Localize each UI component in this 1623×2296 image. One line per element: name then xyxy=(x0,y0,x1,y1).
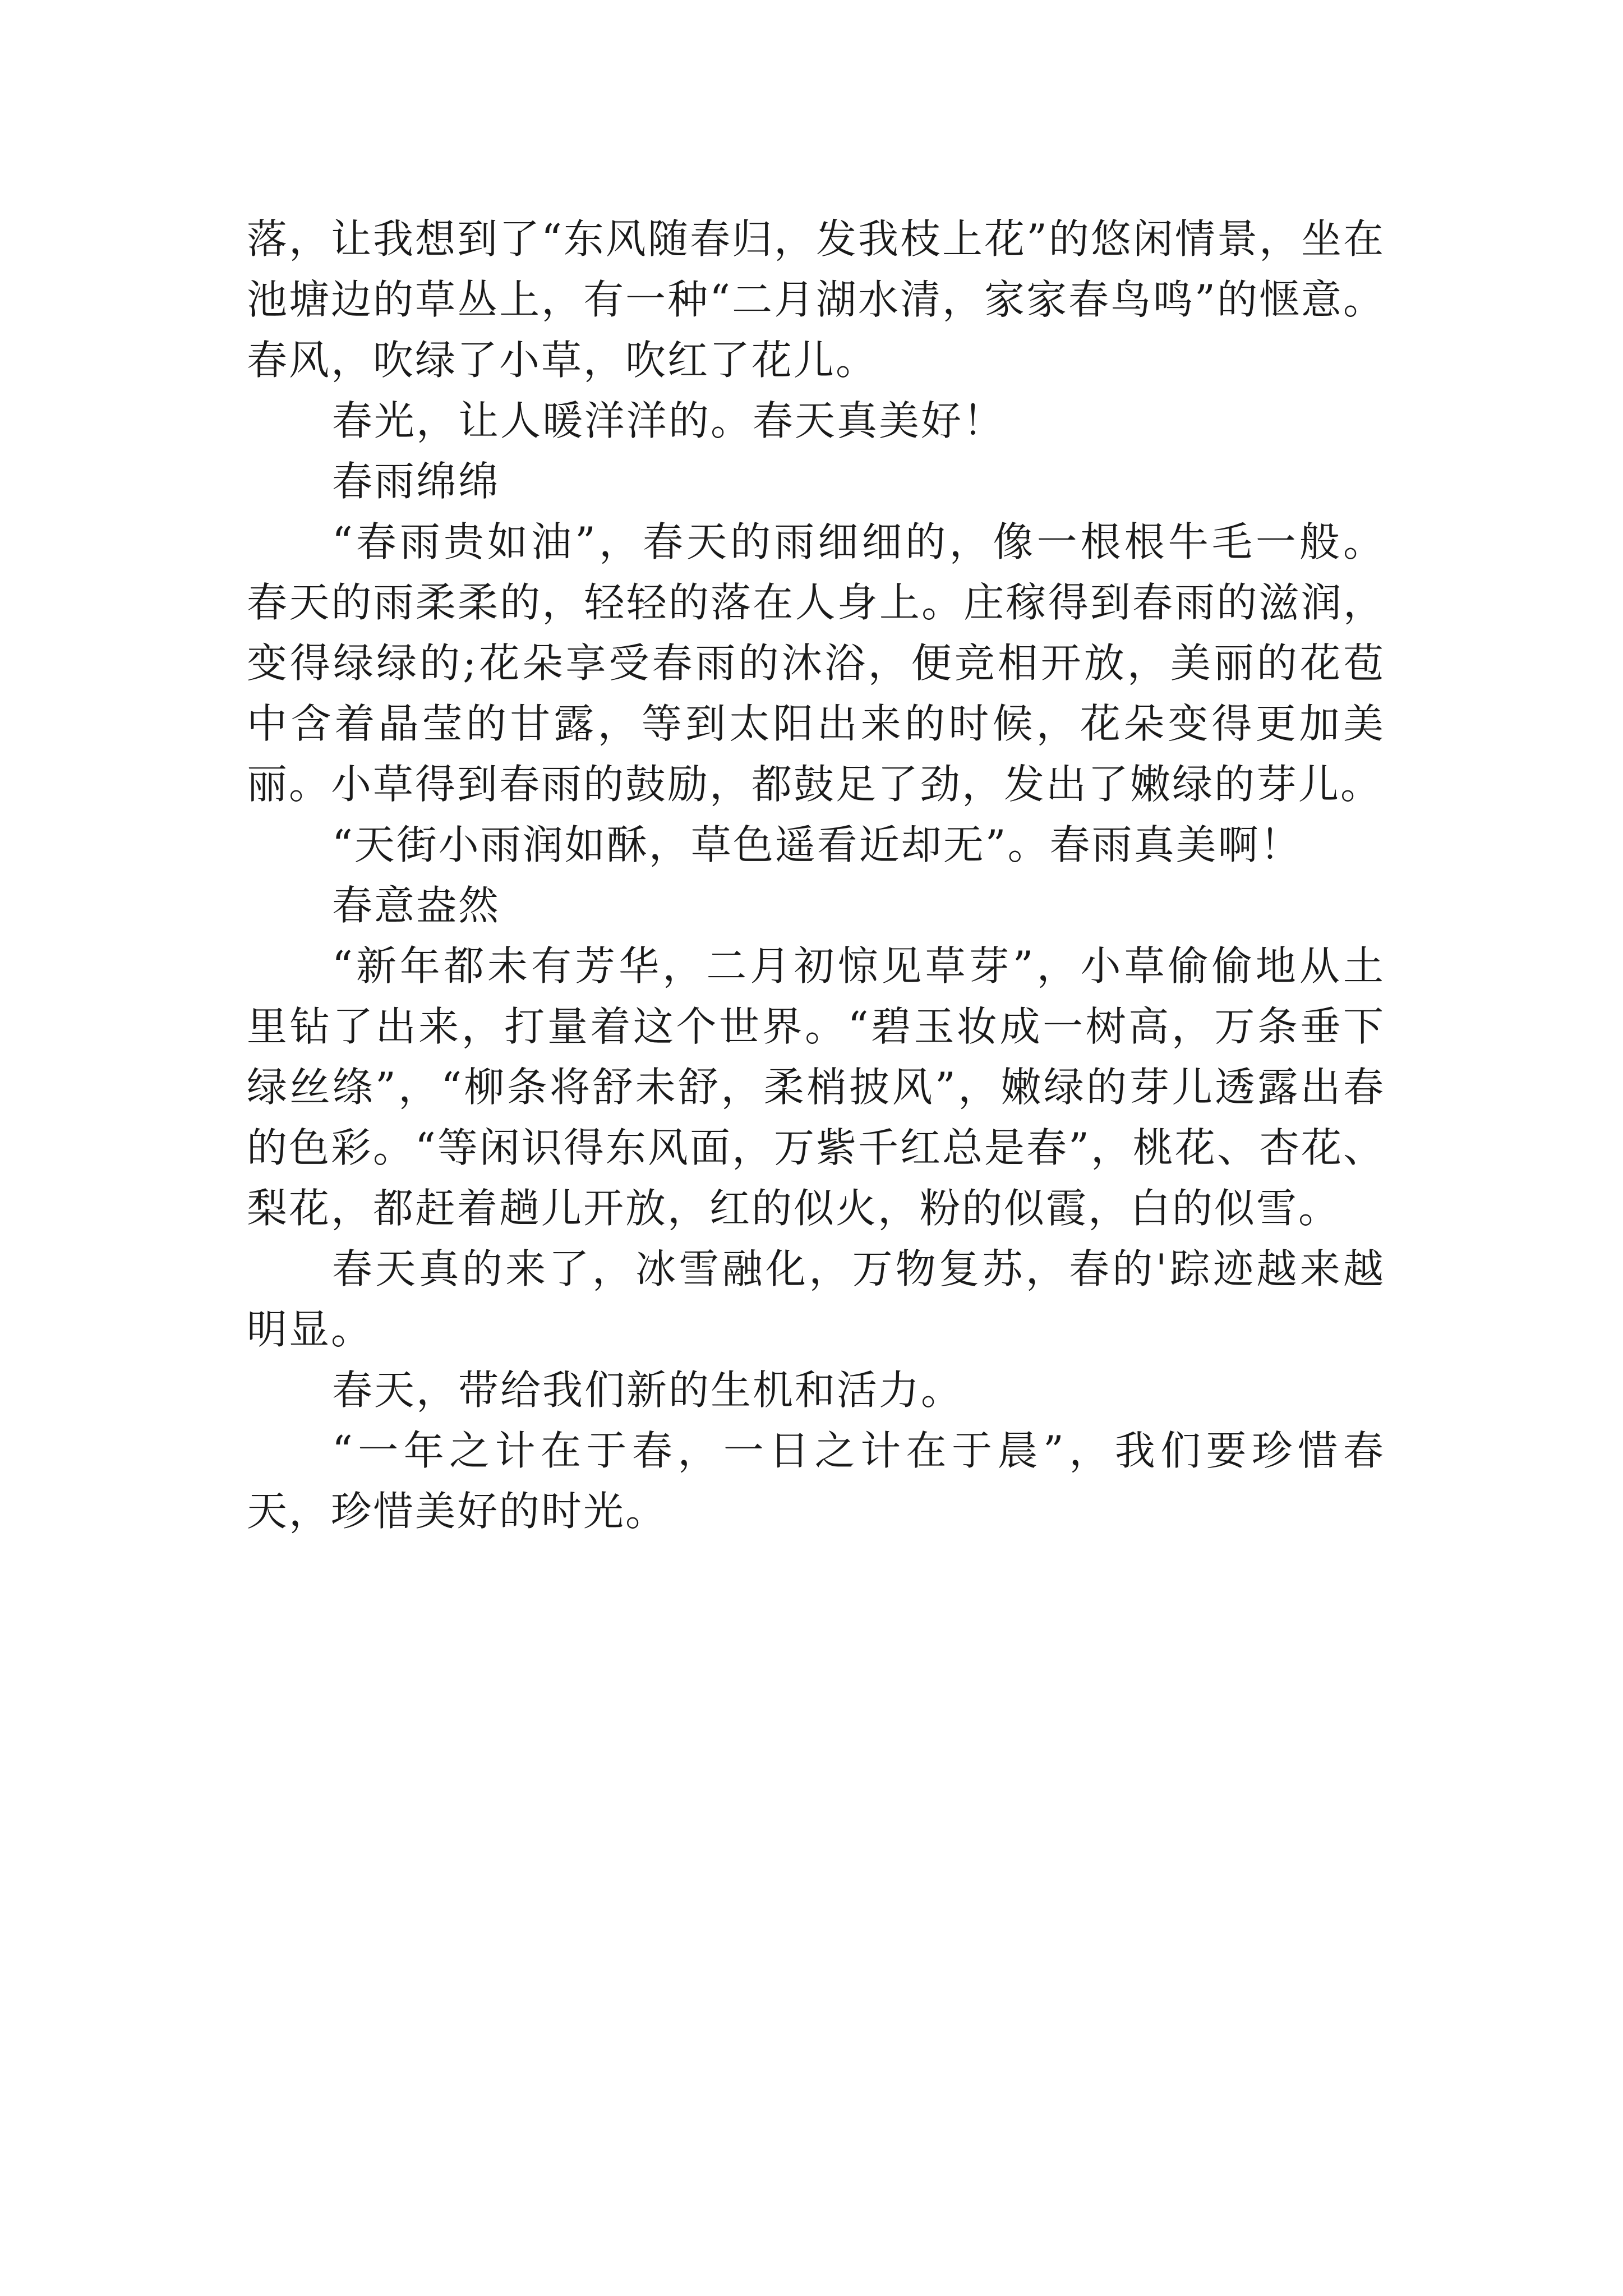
paragraph: 春天真的来了，冰雪融化，万物复苏，春的'踪迹越来越明显。 xyxy=(247,1245,1385,1353)
paragraph: “新年都未有芳华，二月初惊见草芽”，小草偷偷地从土里钻了出来，打量着这个世界。“碧玉妆成一树高，万条垂下绿丝绦”，“柳条将舒未舒，柔梢披风”，嫩绿的芽儿透露出春的色彩。“等闲识得东风面，万紫千红总是春”，桃花、杏花、梨花，都赶着趟儿开放，红的似火，粉的似霞，白的似雪。 xyxy=(247,942,1385,1232)
section-heading: 春雨绵绵 xyxy=(332,458,501,505)
paragraph: 春天，带给我们新的生机和活力。 xyxy=(332,1366,963,1414)
document-body xyxy=(247,209,1385,1542)
paragraph: 春光，让人暖洋洋的。春天真美好！ xyxy=(332,397,1006,444)
paragraph-continuation: 落，让我想到了“东风随春归，发我枝上花”的悠闲情景，坐在池塘边的草丛上，有一种“二月湖水清，家家春鸟鸣”的惬意。春风，吹绿了小草，吹红了花儿。 xyxy=(247,215,1385,384)
section-heading: 春意盎然 xyxy=(332,882,501,929)
paragraph: “春雨贵如油”，春天的雨细细的，像一根根牛毛一般。春天的雨柔柔的，轻轻的落在人身上。庄稼得到春雨的滋润，变得绿绿的;花朵享受春雨的沐浴，便竞相开放，美丽的花苞中含着晶莹的甘露，等到太阳出来的时候，花朵变得更加美丽。小草得到春雨的鼓励，都鼓足了劲，发出了嫩绿的芽儿。 xyxy=(247,518,1385,808)
paragraph: “一年之计在于春，一日之计在于晨”，我们要珍惜春天，珍惜美好的时光。 xyxy=(247,1427,1385,1535)
paragraph: “天街小雨润如酥，草色遥看近却无”。春雨真美啊！ xyxy=(332,821,1302,868)
